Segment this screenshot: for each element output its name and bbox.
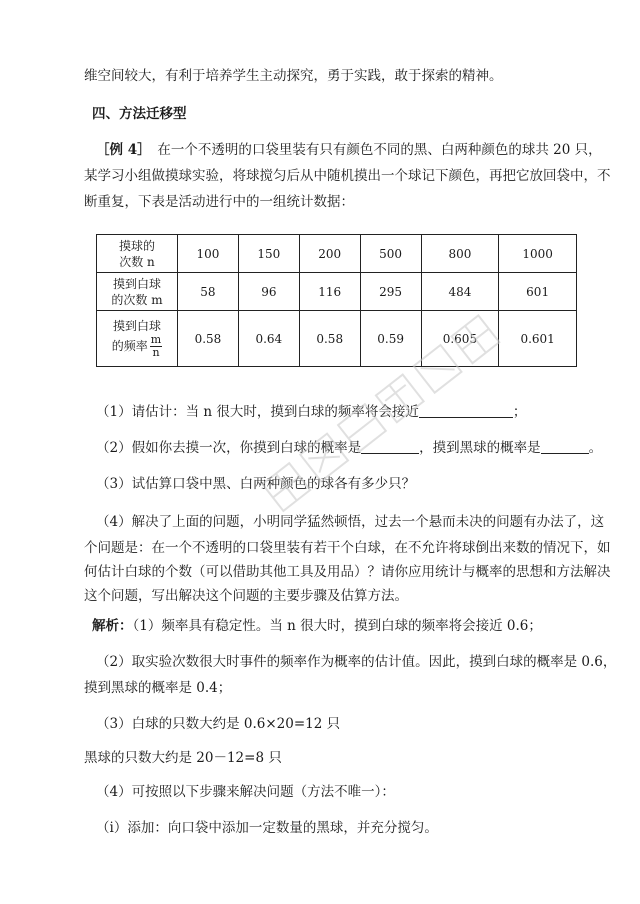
header-line (97, 334, 177, 359)
table-cell: 0.64 (238, 311, 299, 367)
answer-2-line-1: （2）取实验次数很大时事件的频率作为概率的估计值。因此，摸到白球的概率是 0.6， (96, 654, 617, 670)
table-cell: 0.58 (178, 311, 239, 367)
table-cell: 150 (238, 235, 299, 273)
answer-3-line-2: 黑球的只数大约是 20－12=8 只 (84, 750, 282, 766)
example-text: 在一个不透明的口袋里装有只有颜色不同的黑、白两种颜色的球共 20 只， (143, 142, 602, 158)
table-row-white-count (97, 273, 577, 311)
header-line: 摸到白球 (112, 319, 161, 333)
question-2-text-b: ，摸到黑球的概率是 (419, 440, 541, 456)
header-line: 摸到白球 (112, 276, 161, 291)
answer-blank (541, 439, 589, 454)
question-2-text-a: （2）假如你去摸一次，你摸到白球的概率是 (96, 440, 362, 456)
question-2-end: 。 (588, 440, 603, 456)
answer-blank (361, 439, 419, 454)
table-header-cell (97, 311, 178, 367)
answer-3-line-1: （3）白球的只数大约是 0.6×20=12 只 (96, 716, 341, 732)
table-cell: 96 (238, 273, 299, 311)
fraction-denominator: n (152, 346, 160, 359)
answer-1-text: （1）频率具有稳定性。当 n 很大时，摸到白球的频率将会接近 0.6； (132, 618, 542, 634)
header-line: 的次数 m (111, 292, 163, 307)
answer-blank (419, 403, 513, 418)
table-cell: 500 (360, 235, 421, 273)
table-header-cell (97, 273, 178, 311)
fraction-m-over-n (150, 334, 162, 359)
example-line-1 (96, 140, 602, 160)
table-cell: 0.58 (299, 311, 360, 367)
intro-line: 维空间较大，有利于培养学生主动探究，勇于实践，敢于探索的精神。 (84, 68, 503, 84)
table-row-frequency (97, 311, 577, 367)
statistics-table (96, 234, 577, 367)
question-1-end: ； (512, 404, 527, 420)
question-4-line-2: 个问题是：在一个不透明的口袋里装有若干个白球，在不允许将球倒出来数的情况下，如 (84, 540, 611, 556)
answer-2-line-2: 摸到黑球的概率是 0.4； (84, 680, 232, 696)
header-line: 摸球的 (118, 238, 155, 253)
table-cell: 484 (421, 273, 499, 311)
question-1-text: （1）请估计：当 n 很大时，摸到白球的频率将会接近 (96, 404, 419, 420)
table-row-counts (97, 235, 577, 273)
header-line: 次数 n (119, 254, 155, 269)
question-2 (96, 438, 602, 458)
fraction-numerator: m (150, 333, 162, 346)
table-cell: 601 (499, 273, 577, 311)
example-label: ［例 4］ (96, 142, 144, 158)
question-3: （3）试估算口袋中黑、白两种颜色的球各有多少只？ (96, 476, 416, 492)
section-title: 四、方法迁移型 (92, 106, 187, 122)
table-cell: 0.605 (421, 311, 499, 367)
table-cell: 800 (421, 235, 499, 273)
question-4-line-1: （4）解决了上面的问题，小明同学猛然顿悟，过去一个悬而未决的问题有办法了，这 (96, 514, 605, 530)
answer-label: 解析： (92, 618, 133, 634)
table-cell: 100 (178, 235, 239, 273)
table-header-cell (97, 235, 178, 273)
question-4-line-3: 何估计白球的个数（可以借助其他工具及用品）？请你应用统计与概率的思想和方法解决 (84, 564, 611, 580)
question-1 (96, 402, 526, 422)
answer-4: （4）可按照以下步骤来解决问题（方法不唯一）： (96, 784, 395, 800)
table-cell: 58 (178, 273, 239, 311)
answer-4-step-i: （ⅰ）添加：向口袋中添加一定数量的黑球，并充分搅匀。 (96, 820, 438, 836)
table-cell: 0.601 (499, 311, 577, 367)
example-line-2: 某学习小组做摸球实验，将球搅匀后从中随机摸出一个球记下颜色，再把它放回袋中，不 (84, 168, 611, 184)
table-cell: 116 (299, 273, 360, 311)
table-cell: 0.59 (360, 311, 421, 367)
question-4-line-4: 这个问题，写出解决这个问题的主要步骤及估算方法。 (84, 588, 408, 604)
answer-1 (92, 616, 542, 636)
table-cell: 200 (299, 235, 360, 273)
table-cell: 1000 (499, 235, 577, 273)
table-cell: 295 (360, 273, 421, 311)
header-text: 的频率 (111, 339, 148, 353)
example-line-3: 断重复，下表是活动进行中的一组统计数据： (84, 194, 354, 210)
